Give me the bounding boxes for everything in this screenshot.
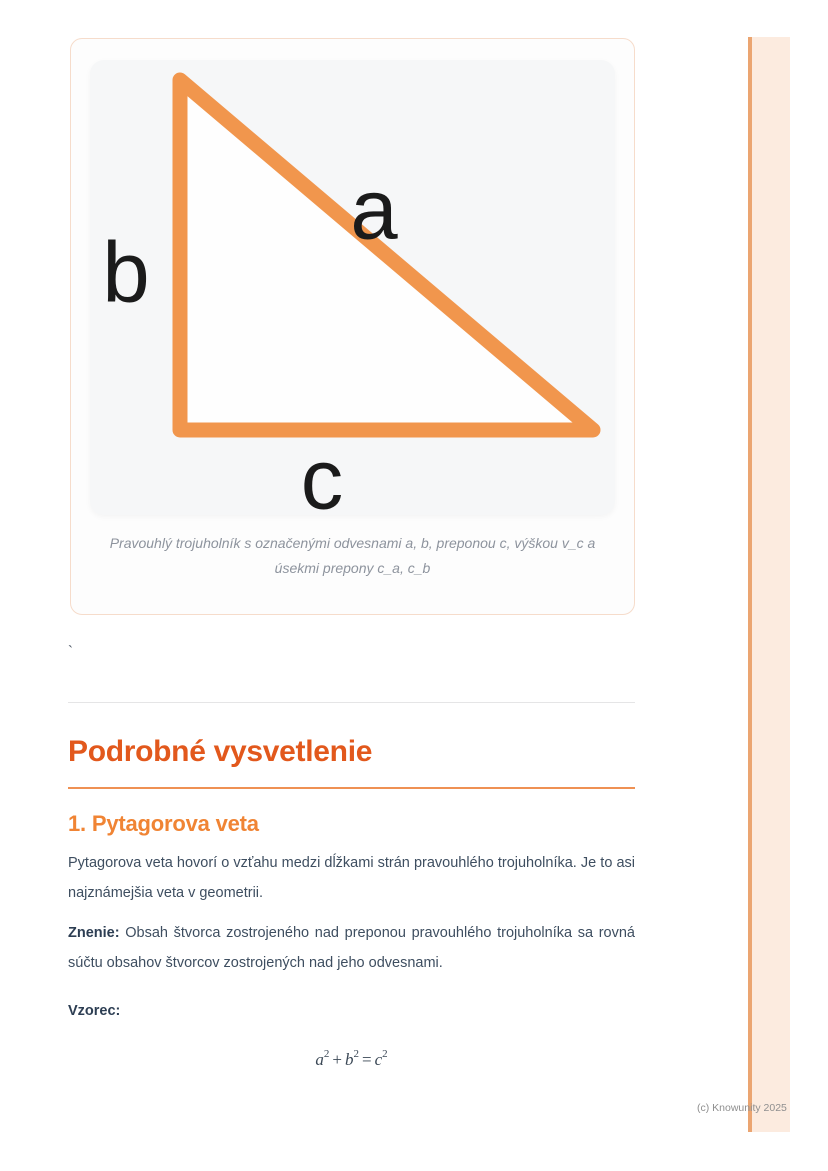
statement-text: Obsah štvorca zostrojeného nad preponou pravouhlého trojuholníka sa rovná súčtu obsahov štvorcov zostrojených nad jeho odvesnami. (68, 925, 635, 971)
pythagorean-formula (68, 1047, 635, 1073)
paragraph-statement (68, 918, 635, 978)
paragraph-formula-label (68, 996, 635, 1026)
triangle-label-bottom-leg: c (300, 432, 344, 528)
stray-backtick-character: ` (68, 643, 73, 660)
footer-copyright: (c) Knowunity 2025 (697, 1102, 787, 1114)
triangle-figure-image (90, 60, 615, 528)
formula-exponent: 2 (382, 1048, 388, 1061)
statement-label: Znenie: (68, 925, 120, 941)
right-accent-stripe (748, 37, 790, 1132)
formula-term-b: b (344, 1050, 354, 1069)
formula-exponent: 2 (353, 1048, 359, 1061)
figure-caption: Pravouhlý trojuholník s označenými odvesnami a, b, preponou c, výškou v_c a úsekmi prepony c_a, c_b (109, 535, 596, 576)
formula-exponent: 2 (323, 1048, 330, 1061)
triangle-figure-card (70, 38, 635, 615)
formula-term-a: a (315, 1050, 324, 1069)
section-divider (68, 702, 635, 703)
formula-plus-operator: + (332, 1050, 342, 1069)
paragraph-intro: Pytagorova veta hovorí o vzťahu medzi dĺžkami strán pravouhlého trojuholníka. Je to asi najznámejšia veta v geometrii. (68, 855, 635, 901)
triangle-label-left-leg: b (102, 225, 150, 321)
right-triangle-drawing (90, 60, 615, 515)
formula-label: Vzorec: (68, 1003, 121, 1019)
triangle-label-hypotenuse: a (350, 162, 398, 258)
formula-equals-operator: = (361, 1050, 372, 1069)
subsection-heading: 1. Pytagorova veta (68, 811, 259, 836)
section-heading: Podrobné vysvetlenie (68, 735, 635, 789)
formula-term-c: c (374, 1050, 383, 1069)
